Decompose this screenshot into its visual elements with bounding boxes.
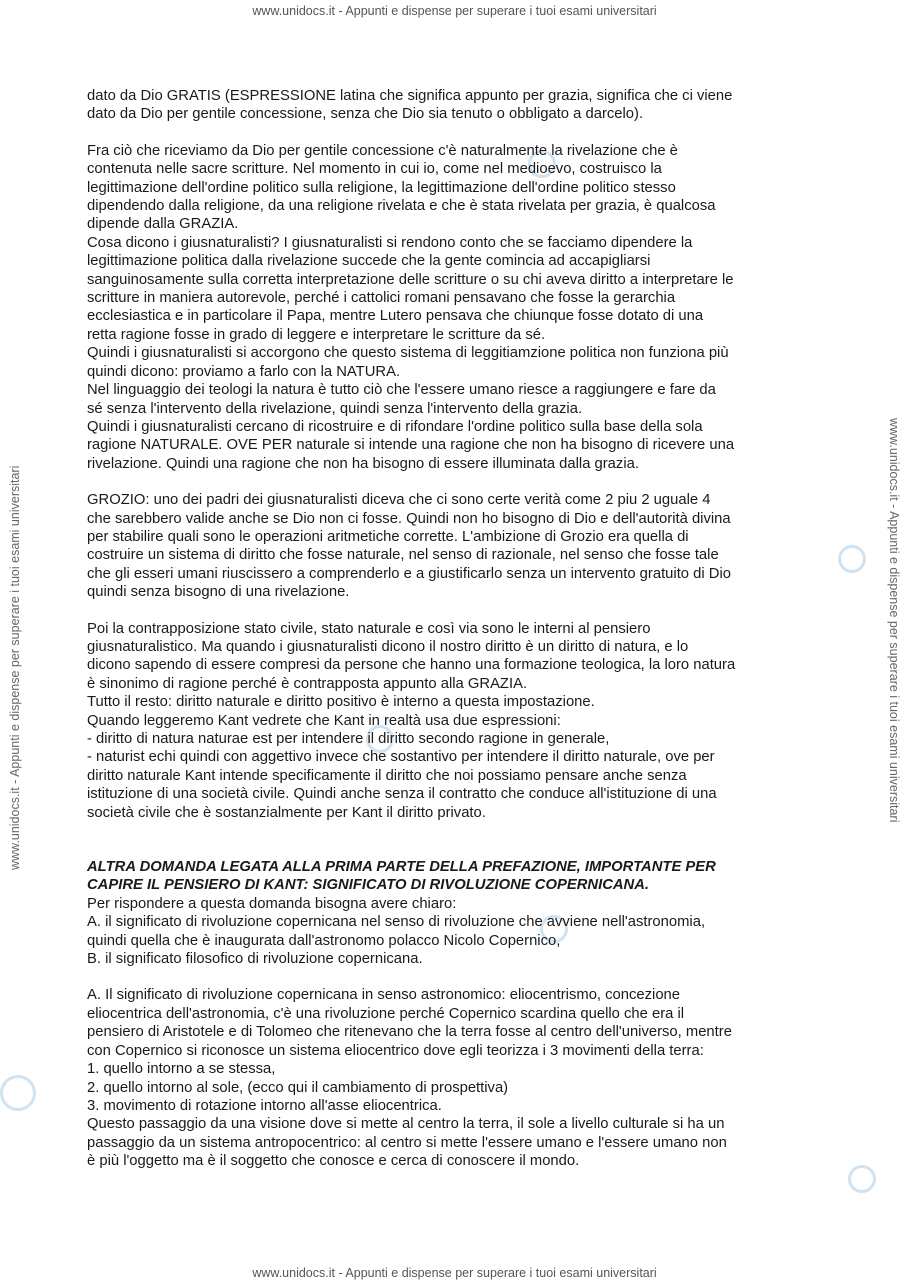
- left-margin-watermark: www.unidocs.it - Appunti e dispense per superare i tuoi esami universitari: [8, 465, 22, 870]
- paragraph: Per rispondere a questa domanda bisogna avere chiaro: A. il significato di rivoluzione copernicana nel senso di rivoluzione che avviene nell'astronomia, quindi quella che è inaugurata dall'astronomo polacco Nicolo Copernico, B. il significato filosofico di rivoluzione copernicana.: [87, 895, 706, 968]
- paragraph: dato da Dio GRATIS (ESPRESSIONE latina che significa appunto per grazia, significa che ci viene dato da Dio per gentile concessione, senza che Dio sia tenuto o obbligato a darcelo).: [87, 88, 733, 123]
- paragraph: Fra ciò che riceviamo da Dio per gentile concessione c'è naturalmente la rivelazione che è contenuta nelle sacre scritture. Nel momento in cui io, come nel medioevo, costruisco la legittimazione dell'ordine politico sulla religione, la legittimazione dell'ordine politico stesso dipendendo dalla religione, da una religione rivelata e che è stata rivelata per grazia, è qualcosa dipende dalla GRAZIA. Cosa dicono i giusnaturalisti? I giusnaturalisti si rendono conto che se facciamo dipendere la legittimazione politica dalla rivelazione succede che la gente comincia ad accapigliarsi sanguinosamente sulla corretta interpretazione delle scritture o su chi aveva diritto a interpretare le scritture in maniera autorevole, perché i cattolici romani pensavano che fosse la gerarchia ecclesiastica e in particolare il Papa, mentre Lutero pensava che chiunque fosse dotato di una retta ragione fosse in grado di leggere e interpretare le scritture da sé. Quindi i giusnaturalisti si accorgono che questo sistema di leggitiamzione politica non funziona più quindi dicono: proviamo a farlo con la NATURA. Nel linguaggio dei teologi la natura è tutto ciò che l'essere umano riesce a raggiungere e fare da sé senza l'intervento della rivelazione, quindi senza l'intervento della grazia. Quindi i giusnaturalisti cercano di ricostruire e di rifondare l'ordine politico sulla base della sola ragione NATURALE. OVE PER naturale si intende una ragione che non ha bisogno di ricevere una rivelazione. Quindi una ragione che non ha bisogno di essere illuminata dalla grazia.: [87, 142, 735, 472]
- watermark-logo-icon: [838, 545, 866, 573]
- page-footer-watermark: www.unidocs.it - Appunti e dispense per superare i tuoi esami universitari: [252, 1266, 657, 1280]
- watermark-logo-icon: [848, 1165, 876, 1193]
- paragraph: A. Il significato di rivoluzione copernicana in senso astronomico: eliocentrismo, concezione eliocentrica dell'astronomia, c'è una rivoluzione perché Copernico scardina quello che era il pensiero di Aristotele e di Tolomeo che ritenevano che la terra fosse al centro dell'universo, mentre con Copernico si riconosce un sistema eliocentrico dove egli teorizza i 3 movimenti della terra: 1. quello intorno a se stessa, 2. quello intorno al sole, (ecco qui il cambiamento di prospettiva) 3. movimento di rotazione intorno all'asse eliocentrica. Questo passaggio da una visione dove si mette al centro la terra, il sole a livello culturale si ha un passaggio da un sistema antropocentrico: al centro si mette l'essere umano e l'essere umano non è più l'oggetto ma è il soggetto che conosce e cerca di conoscere il mondo.: [87, 987, 732, 1170]
- watermark-logo-icon: [0, 1075, 36, 1111]
- page-header-watermark: www.unidocs.it - Appunti e dispense per superare i tuoi esami universitari: [252, 4, 657, 18]
- section-heading: ALTRA DOMANDA LEGATA ALLA PRIMA PARTE DELLA PREFAZIONE, IMPORTANTE PER CAPIRE IL PENSIERO DI KANT: SIGNIFICATO DI RIVOLUZIONE COPERNICANA.: [87, 859, 716, 894]
- document-body: [87, 87, 827, 1171]
- paragraph: GROZIO: uno dei padri dei giusnaturalisti diceva che ci sono certe verità come 2 piu 2 uguale 4 che sarebbero valide anche se Dio non ci fosse. Quindi non ho bisogno di Dio e dell'autorità divina per stabilire quali sono le operazioni aritmetiche corrette. L'ambizione di Grozio era quella di costruire un sistema di diritto che fosse naturale, nel senso di razionale, nel senso che fosse tale che gli esseri umani riuscissero a comprenderlo e a giustificarlo senza un intervento gratuito di Dio quindi senza bisogno di una rivelazione.: [87, 492, 731, 601]
- paragraph: Poi la contrapposizione stato civile, stato naturale e così via sono le interni al pensiero giusnaturalistico. Ma quando i giusnaturalisti dicono il nostro diritto è un diritto di natura, e lo dicono sapendo di essere compresi da persone che hanno una formazione teologica, la loro natura è sinonimo di ragione perché è contrapposta appunto alla GRAZIA. Tutto il resto: diritto naturale e diritto positivo è interno a questa impostazione. Quando leggeremo Kant vedrete che Kant in realtà usa due espressioni: - diritto di natura naturae est per intendere il diritto secondo ragione in generale, - naturist echi quindi con aggettivo invece che sostantivo per intendere il diritto naturale, ove per diritto naturale Kant intende specificamente il diritto che noi possiamo pensare anche senza istituzione di una società civile. Quindi anche senza il contratto che conduce all'istituzione di una società civile che è sostanzialmente per Kant il diritto privato.: [87, 620, 736, 821]
- right-margin-watermark: www.unidocs.it - Appunti e dispense per superare i tuoi esami universitari: [887, 418, 901, 823]
